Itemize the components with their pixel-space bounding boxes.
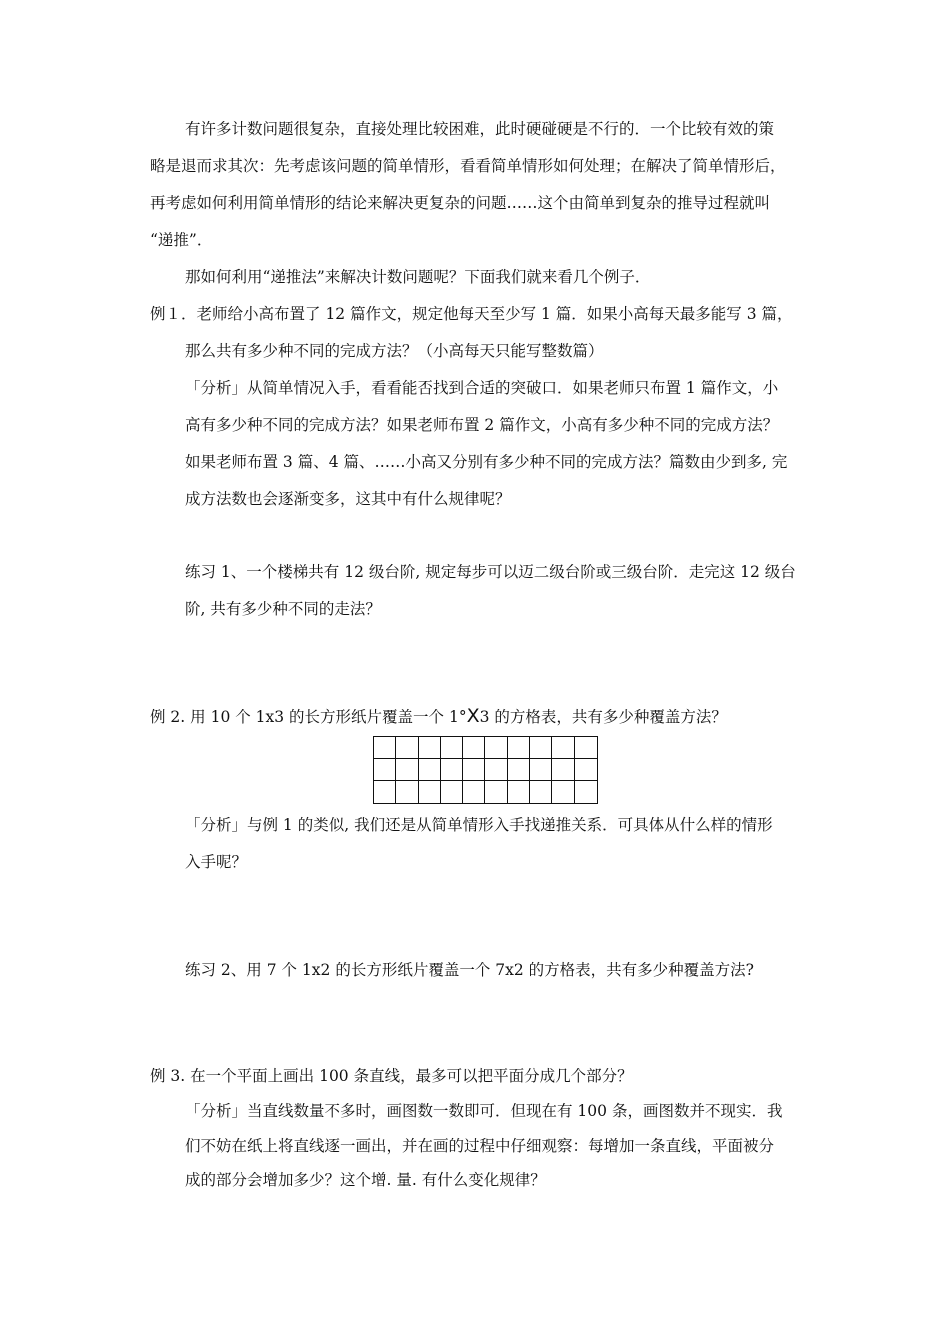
practice-1-line-2: 阶, 共有多少种不同的走法？ bbox=[185, 600, 381, 618]
grid-cell bbox=[552, 759, 574, 781]
example-3-analysis-line-3: 成的部分会增加多少？这个增. 量. 有什么变化规律？ bbox=[185, 1171, 546, 1189]
example-3-label: 例 3. bbox=[150, 1067, 186, 1085]
grid-cell bbox=[552, 737, 574, 759]
intro-line-2: 略是退而求其次：先考虑该问题的简单情形，看看简单情形如何处理；在解决了简单情形后， bbox=[150, 157, 786, 175]
example-3-question-text: 在一个平面上画出 100 条直线，最多可以把平面分成几个部分？ bbox=[190, 1067, 633, 1085]
example-1-question-line-2: 那么共有多少种不同的完成方法？（小高每天只能写整数篇） bbox=[185, 342, 604, 360]
practice-2-text: 练习 2、用 7 个 1x2 的长方形纸片覆盖一个 7x2 的方格表，共有多少种覆盖方法? bbox=[185, 961, 754, 979]
example-3-analysis-line-2: 们不妨在纸上将直线逐一画出，并在画的过程中仔细观察：每增加一条直线，平面被分 bbox=[185, 1137, 775, 1155]
example-1-analysis-line-4: 成方法数也会逐渐变多，这其中有什么规律呢？ bbox=[185, 490, 511, 508]
example-1-label: 例１． bbox=[150, 305, 197, 323]
grid-cell bbox=[463, 781, 485, 803]
grid-cell bbox=[530, 737, 552, 759]
grid-cell bbox=[396, 737, 418, 759]
example-2-question-post: 3 的方格表，共有多少种覆盖方法？ bbox=[479, 708, 727, 726]
grid-cell bbox=[463, 737, 485, 759]
grid-cell bbox=[575, 759, 597, 781]
example-2-analysis-line-2: 入手呢？ bbox=[185, 853, 248, 871]
intro-line-4: “递推”． bbox=[150, 231, 213, 249]
practice-1-line-1: 练习 1、一个楼梯共有 12 级台阶, 规定每步可以迈二级台阶或三级台阶．走完这 12 级台 bbox=[185, 563, 796, 581]
grid-cell bbox=[552, 781, 574, 803]
example-2-analysis-line-1: 「分析」与例 1 的类似, 我们还是从简单情形入手找递推关系．可具体从什么样的情形 bbox=[185, 816, 773, 834]
example-1-analysis-line-1: 「分析」从简单情况入手，看看能否找到合适的突破口．如果老师只布置 1 篇作文，小 bbox=[185, 379, 779, 397]
example-3-analysis-line-1: 「分析」当直线数量不多时，画图数一数即可．但现在有 100 条，画图数并不现实．我 bbox=[185, 1102, 783, 1120]
intro-paragraph-2: 那如何利用“递推法”来解决计数问题呢？下面我们就来看几个例子． bbox=[185, 268, 651, 286]
example-3-question bbox=[150, 1066, 633, 1086]
grid-cell bbox=[530, 781, 552, 803]
grid-cell bbox=[508, 759, 530, 781]
intro-line-1: 有许多计数问题很复杂，直接处理比较困难，此时硬碰硬是不行的．一个比较有效的策 bbox=[185, 120, 775, 138]
grid-cell bbox=[396, 781, 418, 803]
grid-cell bbox=[441, 781, 463, 803]
grid-cell bbox=[396, 759, 418, 781]
grid-cell bbox=[485, 737, 507, 759]
grid-cell bbox=[419, 737, 441, 759]
grid-cell bbox=[485, 759, 507, 781]
grid-cell bbox=[374, 759, 396, 781]
grid-cell bbox=[508, 781, 530, 803]
example-2-times-symbol: X bbox=[466, 705, 480, 727]
grid-cell bbox=[508, 737, 530, 759]
grid-table-10x3 bbox=[373, 736, 598, 804]
example-2-question-pre: 用 10 个 1x3 的长方形纸片覆盖一个 1° bbox=[190, 708, 467, 726]
grid-cell bbox=[530, 759, 552, 781]
grid-cell bbox=[575, 737, 597, 759]
grid-cell bbox=[463, 759, 485, 781]
intro-line-3: 再考虑如何利用简单情形的结论来解决更复杂的问题……这个由简单到复杂的推导过程就叫 bbox=[150, 194, 771, 212]
grid-cell bbox=[374, 781, 396, 803]
grid-cell bbox=[441, 759, 463, 781]
example-2-label: 例 2. bbox=[150, 708, 186, 726]
example-1-question-line-1: 老师给小高布置了 12 篇作文，规定他每天至少写 1 篇．如果小高每天最多能写 3 篇， bbox=[196, 305, 793, 323]
example-1-analysis-line-2: 高有多少种不同的完成方法？如果老师布置 2 篇作文，小高有多少种不同的完成方法？ bbox=[185, 416, 779, 434]
example-1-analysis-line-3: 如果老师布置 3 篇、4 篇、……小高又分别有多少种不同的完成方法？篇数由少到多, 完 bbox=[185, 453, 788, 471]
grid-cell bbox=[485, 781, 507, 803]
example-1-question bbox=[150, 304, 793, 324]
grid-cell bbox=[419, 781, 441, 803]
grid-cell bbox=[575, 781, 597, 803]
example-2-question bbox=[150, 706, 727, 727]
grid-cell bbox=[419, 759, 441, 781]
grid-cell bbox=[374, 737, 396, 759]
grid-cell bbox=[441, 737, 463, 759]
